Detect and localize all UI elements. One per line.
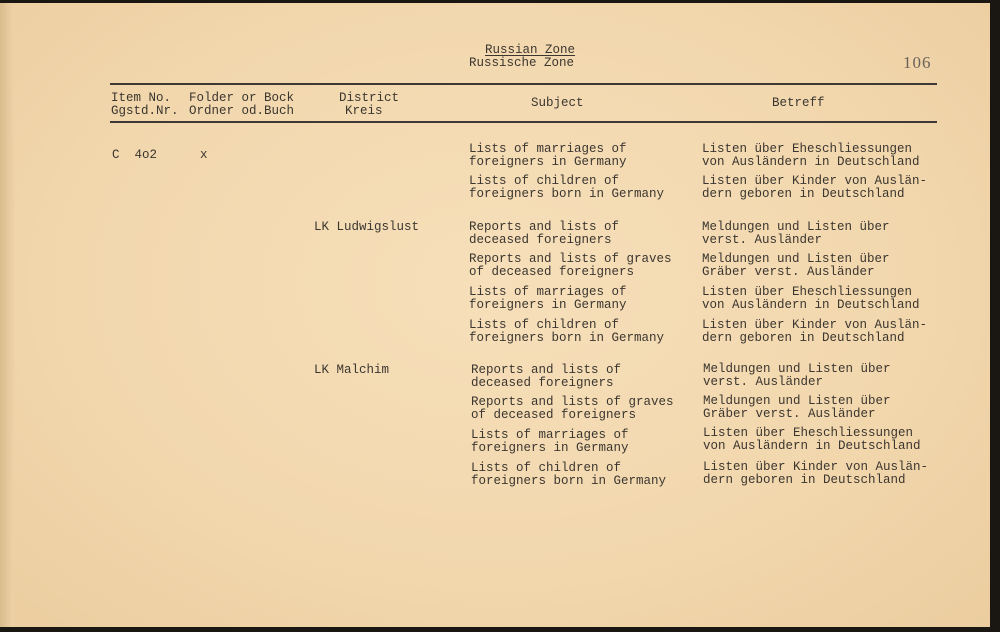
betreff-line: von Ausländern in Deutschland bbox=[702, 298, 920, 312]
betreff-line: dern geboren in Deutschland bbox=[703, 473, 906, 487]
subject-line: Lists of children of bbox=[469, 318, 620, 332]
betreff-line: Listen über Kinder von Auslän- bbox=[702, 174, 928, 188]
subject-line: Lists of marriages of bbox=[471, 428, 629, 442]
betreff-line: Listen über Kinder von Auslän- bbox=[703, 460, 929, 474]
col-district-de: Kreis bbox=[345, 104, 383, 118]
col-item-en: Item No. bbox=[111, 91, 172, 105]
betreff-line: Listen über Kinder von Auslän- bbox=[702, 318, 928, 332]
subject-line: Reports and lists of graves bbox=[469, 252, 672, 266]
subject-line: foreigners born in Germany bbox=[469, 331, 665, 345]
subject-line: Lists of marriages of bbox=[469, 285, 627, 299]
subject-line: foreigners in Germany bbox=[469, 155, 627, 169]
subject-line: foreigners in Germany bbox=[469, 298, 627, 312]
folder-mark: x bbox=[200, 148, 208, 162]
col-district-en: District bbox=[339, 91, 400, 105]
betreff-line: Meldungen und Listen über bbox=[703, 394, 891, 408]
header-bottom-rule bbox=[110, 121, 937, 123]
betreff-line: verst. Ausländer bbox=[702, 233, 823, 247]
subject-line: deceased foreigners bbox=[471, 376, 614, 390]
subject-line: foreigners in Germany bbox=[471, 441, 629, 455]
betreff-line: verst. Ausländer bbox=[703, 375, 824, 389]
col-folder-de: Ordner od.Buch bbox=[189, 104, 295, 118]
subject-line: foreigners born in Germany bbox=[471, 474, 667, 488]
subject-line: Reports and lists of bbox=[469, 220, 620, 234]
subject-line: Reports and lists of bbox=[471, 363, 622, 377]
district-label: LK Malchim bbox=[314, 363, 390, 377]
document-page bbox=[0, 3, 990, 627]
betreff-line: Listen über Eheschliessungen bbox=[702, 285, 913, 299]
col-folder-en: Folder or Bock bbox=[189, 91, 295, 105]
betreff-line: Listen über Eheschliessungen bbox=[703, 426, 914, 440]
betreff-line: von Ausländern in Deutschland bbox=[703, 439, 921, 453]
col-subject: Subject bbox=[531, 96, 584, 110]
subject-line: Lists of children of bbox=[469, 174, 620, 188]
betreff-line: von Ausländern in Deutschland bbox=[702, 155, 920, 169]
betreff-line: Gräber verst. Ausländer bbox=[702, 265, 875, 279]
subject-line: Lists of children of bbox=[471, 461, 622, 475]
item-number: C 4o2 bbox=[112, 148, 158, 162]
col-betreff: Betreff bbox=[772, 96, 825, 110]
betreff-line: Gräber verst. Ausländer bbox=[703, 407, 876, 421]
subject-line: deceased foreigners bbox=[469, 233, 612, 247]
subject-line: of deceased foreigners bbox=[469, 265, 635, 279]
betreff-line: dern geboren in Deutschland bbox=[702, 331, 905, 345]
betreff-line: Meldungen und Listen über bbox=[702, 252, 890, 266]
subject-line: foreigners born in Germany bbox=[469, 187, 665, 201]
subject-line: Lists of marriages of bbox=[469, 142, 627, 156]
district-label: LK Ludwigslust bbox=[314, 220, 420, 234]
col-item-de: Ggstd.Nr. bbox=[111, 104, 179, 118]
betreff-line: Listen über Eheschliessungen bbox=[702, 142, 913, 156]
page-number: 106 bbox=[903, 53, 932, 72]
betreff-line: Meldungen und Listen über bbox=[702, 220, 890, 234]
book-spine-shadow bbox=[0, 3, 14, 627]
betreff-line: dern geboren in Deutschland bbox=[702, 187, 905, 201]
subject-line: Reports and lists of graves bbox=[471, 395, 674, 409]
zone-title-en: Russian Zone bbox=[485, 43, 576, 57]
subject-line: of deceased foreigners bbox=[471, 408, 637, 422]
header-top-rule bbox=[110, 83, 937, 85]
betreff-line: Meldungen und Listen über bbox=[703, 362, 891, 376]
zone-title-de: Russische Zone bbox=[469, 56, 575, 70]
